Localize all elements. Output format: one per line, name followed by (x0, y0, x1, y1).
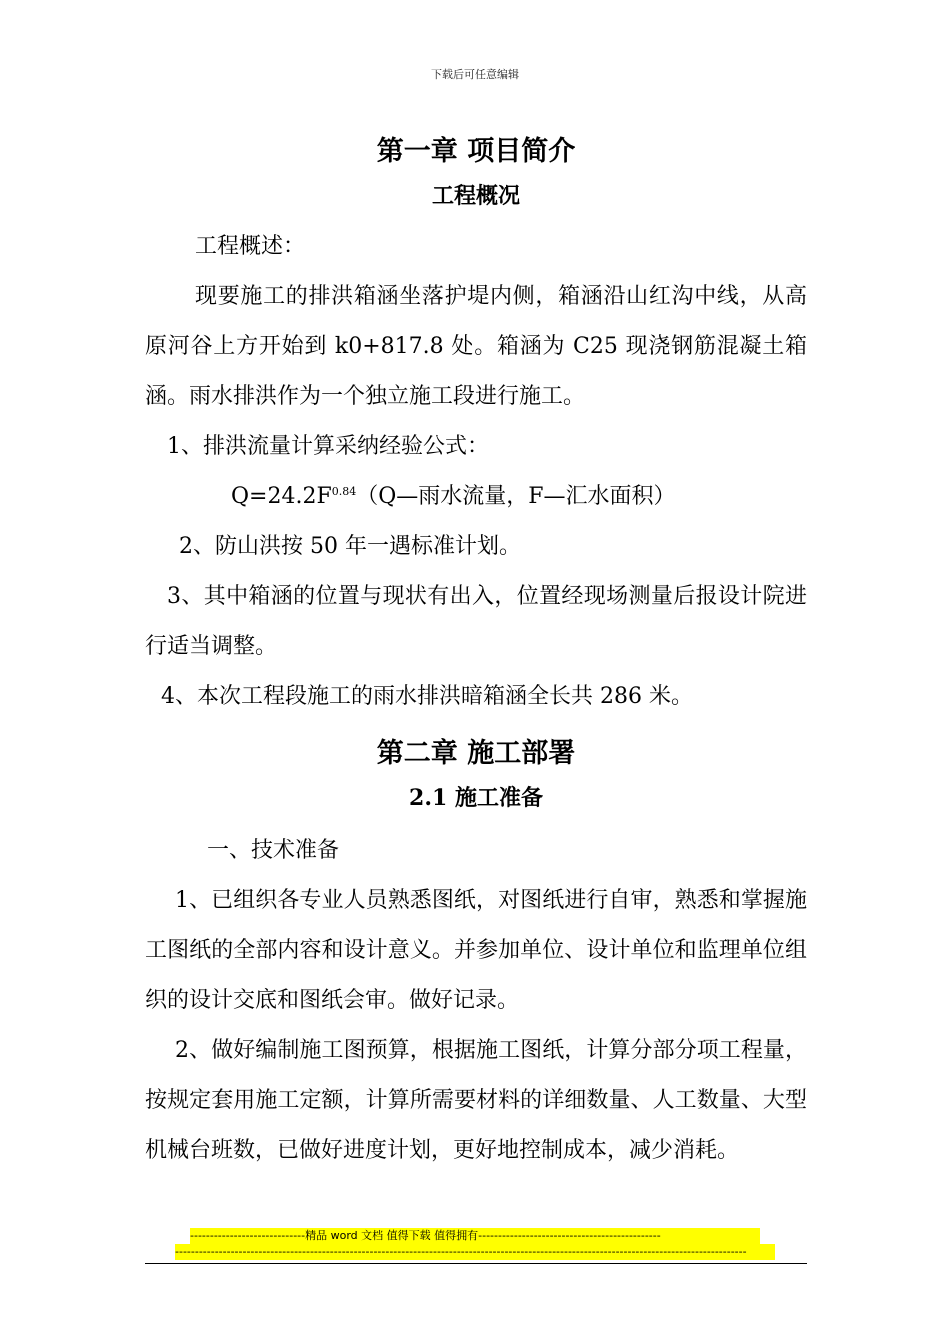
footer-divider (145, 1263, 807, 1264)
chapter-1-title: 第一章 项目简介 (376, 136, 576, 167)
flow-formula (145, 472, 807, 522)
chapter-2-title: 第二章 施工部署 (376, 738, 576, 769)
section-overview-title: 工程概况 (431, 183, 520, 209)
formula-exponent: 0.84 (331, 485, 357, 498)
overview-label: 工程概述： (195, 234, 306, 259)
section-2-1-title: 2.1 施工准备 (409, 785, 543, 811)
overview-paragraph: 现要施工的排洪箱涵坐落护堤内侧，箱涵沿山红沟中线，从高原河谷上方开始到 k0+817.8 处。箱涵为 C25 现浇钢筋混凝土箱涵。雨水排洪作为一个独立施工段进行施工。 (145, 284, 807, 409)
list-item-flow-formula: 1、排洪流量计算采纳经验公式： (167, 434, 489, 459)
document-body (145, 130, 807, 1176)
footer-line-2: ------------------------------------------------------------------------------------------------------------------------------------------------ (175, 1244, 775, 1260)
formula-base: Q=24.2F (231, 484, 332, 509)
list-item-total-length: 4、本次工程段施工的雨水排洪暗箱涵全长共 286 米。 (161, 684, 693, 709)
footer-line-1: -----------------------------精品 word 文档 值得下载 值得拥有---------------------------------------------- (190, 1228, 760, 1244)
list-item-position-adjust: 3、其中箱涵的位置与现状有出入，位置经现场测量后报设计院进行适当调整。 (145, 584, 807, 659)
footer-watermark (145, 1228, 807, 1260)
list-item-flood-standard: 2、防山洪按 50 年一遇标准计划。 (179, 534, 521, 559)
page-header: 下载后可任意编辑 (431, 68, 519, 81)
list-item-drawing-review: 1、已组织各专业人员熟悉图纸，对图纸进行自审，熟悉和掌握施工图纸的全部内容和设计意义。并参加单位、设计单位和监理单位组织的设计交底和图纸会审。做好记录。 (145, 888, 807, 1013)
sub-heading-tech-prep: 一、技术准备 (207, 838, 340, 863)
list-item-budget: 2、做好编制施工图预算，根据施工图纸，计算分部分项工程量，按规定套用施工定额，计算所需要材料的详细数量、人工数量、大型机械台班数，已做好进度计划，更好地控制成本，减少消耗。 (145, 1038, 807, 1163)
formula-note: （Q—雨水流量，F—汇水面积） (356, 484, 676, 509)
